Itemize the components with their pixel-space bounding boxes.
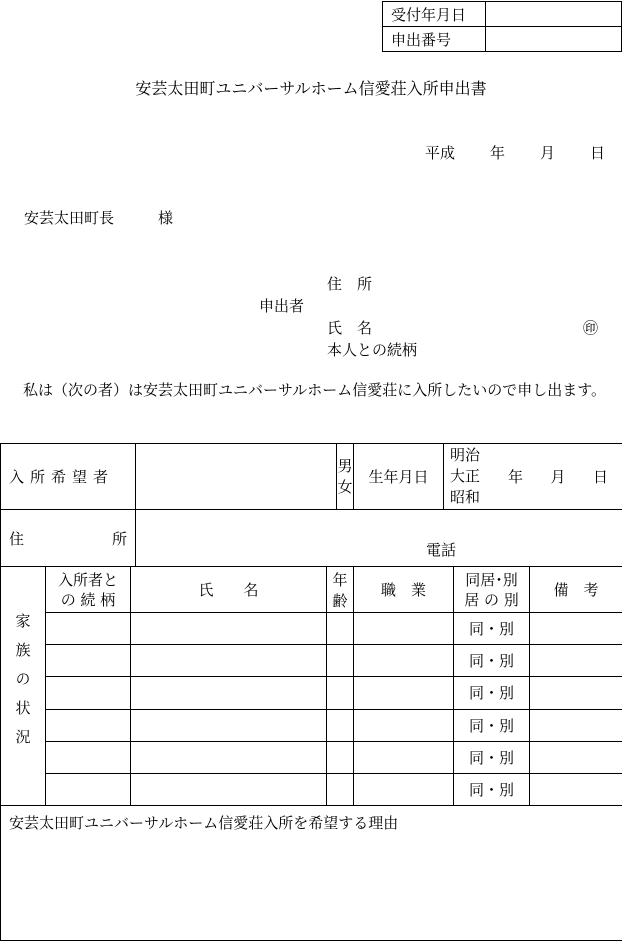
name-cell[interactable] xyxy=(131,677,327,709)
sex-selector[interactable] xyxy=(337,444,354,510)
application-number-label: 申出番号 xyxy=(383,27,486,52)
table-row xyxy=(1,741,622,773)
cohabit-cell[interactable]: 同・別 xyxy=(454,773,530,805)
relation-cell[interactable] xyxy=(46,741,131,773)
seal-mark: ㊞ xyxy=(583,319,599,337)
table-row xyxy=(1,773,622,805)
address-field[interactable] xyxy=(136,510,622,567)
applicant-name-label: 氏 名 xyxy=(327,319,373,337)
sex-female[interactable]: 女 xyxy=(337,477,353,496)
table-row xyxy=(1,709,622,741)
cohabit-header xyxy=(454,567,530,613)
addressee-name: 安芸太田町長 xyxy=(24,209,115,227)
remarks-cell[interactable] xyxy=(530,709,622,741)
occupation-cell[interactable] xyxy=(354,741,454,773)
received-date-label: 受付年月日 xyxy=(383,2,486,27)
sex-male[interactable]: 男 xyxy=(337,456,353,475)
family-section-label xyxy=(1,567,46,805)
age-cell[interactable] xyxy=(327,677,354,709)
document-title: 安芸太田町ユニバーサルホーム信愛荘入所申出書 xyxy=(135,79,487,98)
relation-header-2: の 続 柄 xyxy=(60,590,116,609)
date-year: 年 xyxy=(489,144,505,162)
remarks-cell[interactable] xyxy=(530,677,622,709)
application-number-field[interactable] xyxy=(485,27,621,52)
addressee-honorific: 様 xyxy=(158,209,174,227)
applicant-label: 入所希望者 xyxy=(1,444,136,510)
application-form-table xyxy=(0,443,622,941)
reason-label: 安芸太田町ユニバーサルホーム信愛荘入所を希望する理由 xyxy=(9,813,399,832)
relation-cell[interactable] xyxy=(46,773,131,805)
address-label xyxy=(1,510,136,567)
cohabit-cell[interactable]: 同・別 xyxy=(454,613,530,645)
cohabit-cell[interactable]: 同・別 xyxy=(454,677,530,709)
relation-header-1: 入所者と xyxy=(57,570,118,589)
relation-cell[interactable] xyxy=(46,709,131,741)
receipt-box xyxy=(382,1,622,52)
date-month: 月 xyxy=(539,144,555,162)
family-section-text: 家族の状況 xyxy=(13,613,32,759)
remarks-cell[interactable] xyxy=(530,773,622,805)
cohabit-header-1: 同居･別 xyxy=(465,570,518,589)
table-row xyxy=(1,645,622,677)
age-header: 年齢 xyxy=(327,567,354,613)
remarks-cell[interactable] xyxy=(530,613,622,645)
name-cell[interactable] xyxy=(131,773,327,805)
phone-label: 電話 xyxy=(426,541,457,560)
application-date[interactable] xyxy=(425,142,605,163)
occupation-cell[interactable] xyxy=(354,677,454,709)
name-cell[interactable] xyxy=(131,709,327,741)
remarks-header: 備 考 xyxy=(530,567,622,613)
age-cell[interactable] xyxy=(327,773,354,805)
age-cell[interactable] xyxy=(327,613,354,645)
address-label-2: 所 xyxy=(112,529,128,548)
age-cell[interactable] xyxy=(327,741,354,773)
birth-day: 日 xyxy=(593,468,609,487)
name-header: 氏 名 xyxy=(131,567,327,613)
table-row xyxy=(1,613,622,645)
applicant-address-label: 住 所 xyxy=(327,275,373,293)
birth-month: 月 xyxy=(550,468,566,487)
birthdate-label: 生年月日 xyxy=(354,444,444,510)
occupation-cell[interactable] xyxy=(354,709,454,741)
relation-header xyxy=(46,567,131,613)
date-era: 平成 xyxy=(425,144,456,162)
occupation-cell[interactable] xyxy=(354,613,454,645)
name-cell[interactable] xyxy=(131,645,327,677)
age-cell[interactable] xyxy=(327,645,354,677)
birth-date-parts xyxy=(496,466,622,487)
reason-field[interactable] xyxy=(1,805,622,940)
relation-cell[interactable] xyxy=(46,613,131,645)
birth-year: 年 xyxy=(508,468,524,487)
relation-cell[interactable] xyxy=(46,645,131,677)
cohabit-header-2: 居 の 別 xyxy=(464,590,519,609)
era-list xyxy=(444,445,496,508)
received-date-field[interactable] xyxy=(485,2,621,27)
declaration-text: 私は（次の者）は安芸太田町ユニバーサルホーム信愛荘に入所したいので申し出ます。 xyxy=(23,381,607,399)
birthdate-field[interactable] xyxy=(444,444,622,510)
applicant-name-field[interactable] xyxy=(136,444,337,510)
occupation-cell[interactable] xyxy=(354,773,454,805)
date-day: 日 xyxy=(589,144,605,162)
name-cell[interactable] xyxy=(131,741,327,773)
name-cell[interactable] xyxy=(131,613,327,645)
occupation-header: 職 業 xyxy=(354,567,454,613)
era-meiji[interactable]: 明治 xyxy=(450,446,481,465)
remarks-cell[interactable] xyxy=(530,645,622,677)
relation-cell[interactable] xyxy=(46,677,131,709)
address-label-1: 住 xyxy=(9,529,25,548)
occupation-cell[interactable] xyxy=(354,645,454,677)
era-taisho[interactable]: 大正 xyxy=(450,467,481,486)
applicant-group-label: 申出者 xyxy=(259,297,305,315)
era-showa[interactable]: 昭和 xyxy=(450,488,481,507)
applicant-relation-label: 本人との続柄 xyxy=(327,341,418,359)
cohabit-cell[interactable]: 同・別 xyxy=(454,741,530,773)
remarks-cell[interactable] xyxy=(530,741,622,773)
cohabit-cell[interactable]: 同・別 xyxy=(454,709,530,741)
age-cell[interactable] xyxy=(327,709,354,741)
cohabit-cell[interactable]: 同・別 xyxy=(454,645,530,677)
table-row xyxy=(1,677,622,709)
